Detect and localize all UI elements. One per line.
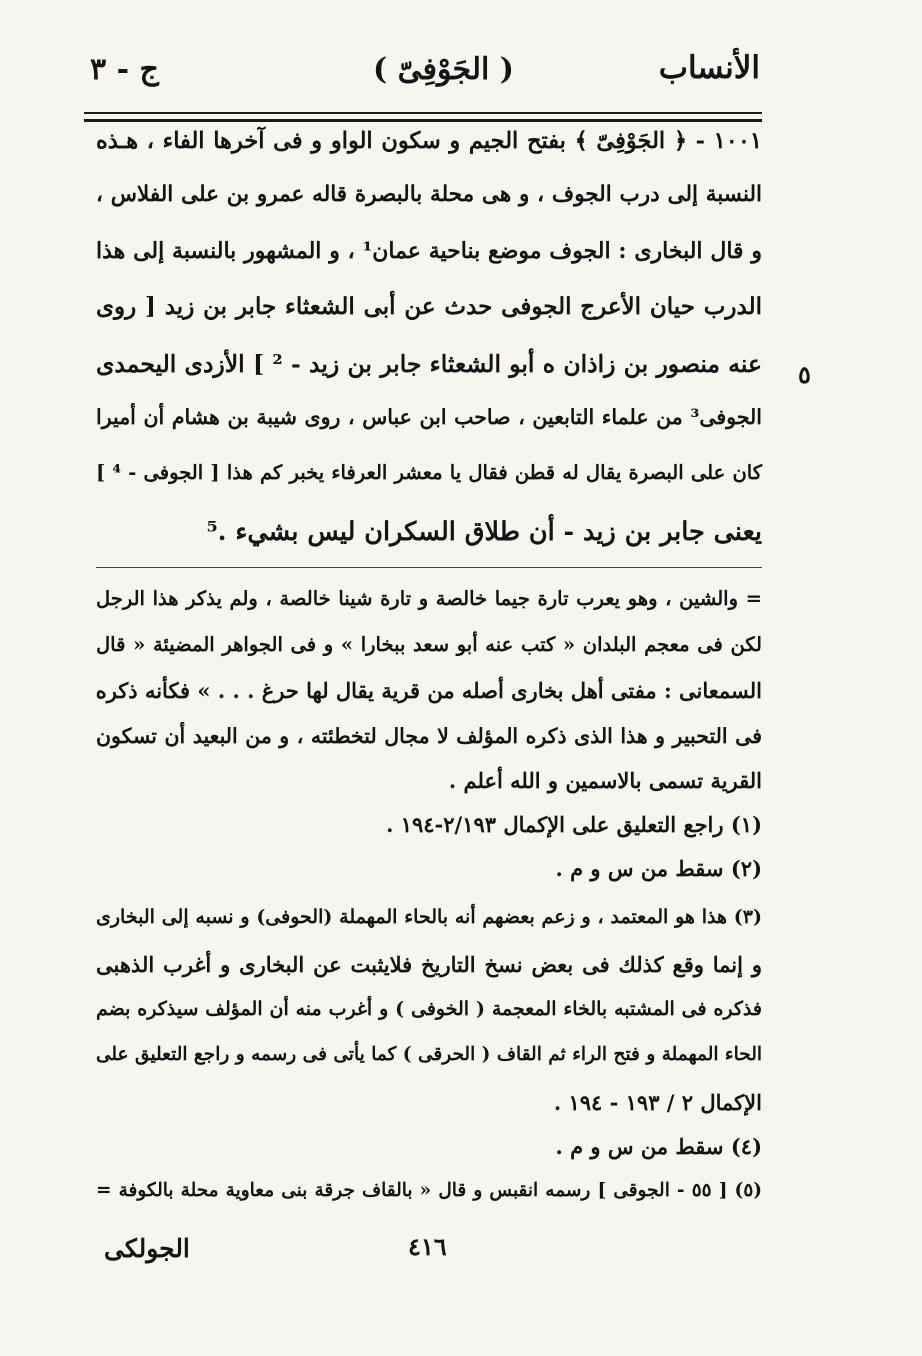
header-rule-thick [84, 119, 762, 122]
entry-heading: ( الجَوْفِىّ ) [373, 52, 514, 87]
main-text-line: النسبة إلى درب الجوف ، و هى محلة بالبصرة قاله عمرو بن على الفلاس ، [96, 182, 762, 207]
margin-line-number: ٥ [798, 360, 811, 389]
footnote-separator [96, 567, 762, 568]
footnote-line: الحاء المهملة و فتح الراء ثم القاف ( الحرقى ) كما يأتى فى رسمه و راجع التعليق على [96, 1044, 762, 1065]
footnote-line: = والشين ، وهو يعرب تارة جيما خالصة و تارة شينا خالصة ، ولم يذكر هذا الرجل [96, 587, 762, 610]
footnote-line: فى التحبير و هذا الذى ذكره المؤلف لا مجال لتخطئته ، و من البعيد أن تسكون [96, 724, 762, 748]
footnote-line: القرية تسمى بالاسمين و الله أعلم . [448, 768, 762, 793]
page-number: ٤١٦ [408, 1232, 447, 1261]
footnote-line: و إنما وقع كذلك فى بعض نسخ التاريخ فلايثبت عن البخارى و أغرب الذهبى [96, 952, 762, 977]
footnote-2: (٢) سقط من س و م . [555, 856, 762, 881]
catchword: الجولكى [104, 1234, 190, 1263]
main-text-line: الدرب حيان الأعرج الجوفى حدث عن أبى الشعثاء جابر بن زيد [ روى [96, 293, 762, 320]
main-text-line: ١٠٠١ - ﴿ الجَوْفِىّ ﴾ بفتح الجيم و سكون الواو و فى آخرها الفاء ، هـذه [96, 128, 762, 154]
main-text-line: عنه منصور بن زاذان ه أبو الشعثاء جابر بن زيد - ² ] الأزدى اليحمدى [96, 350, 762, 378]
header-rule [84, 112, 762, 114]
main-text-line: و قال البخارى : الجوف موضع بناحية عمان¹ ، و المشهور بالنسبة إلى هذا [96, 238, 762, 264]
footnote-line: السمعانى : مفتى أهل بخارى أصله من قرية يقال لها حرغ . . . » فكأنه ذكره [95, 678, 762, 703]
footnote-line: فذكره فى المشتبه بالخاء المعجمة ( الخوفى ) و أغرب منه أن المؤلف سيذكره بضم [96, 998, 762, 1020]
main-text-line: كان على البصرة يقال له قطن فقال يا معشر العرفاء يخبر كم هذا [ الجوفى - ⁴ ] [96, 461, 762, 484]
running-header-title: الأنساب [658, 50, 760, 86]
footnote-1: (١) راجع التعليق على الإكمال ٢/١٩٣-١٩٤ . [386, 812, 762, 837]
main-text-line: الجوفى³ من علماء التابعين ، صاحب ابن عباس ، روى شيبة بن هشام أن أميرا [96, 405, 762, 429]
footnote-line: الإكمال ٢ / ١٩٣ - ١٩٤ . [553, 1090, 762, 1115]
main-text-line: يعنى جابر بن زيد - أن طلاق السكران ليس بشيء .⁵ [206, 517, 762, 547]
footnote-5: (٥) [ ٥٥ - الجوقى ] رسمه انقبس و قال « بالقاف جرقة بنى معاوية محلة بالكوفة = [96, 1180, 763, 1201]
footnote-4: (٤) سقط من س و م . [555, 1134, 762, 1159]
volume-indicator: ج - ٣ [90, 52, 159, 87]
footnote-line: لكن فى معجم البلدان « كتب عنه أبو سعد ببخارا » و فى الجواهر المضيئة « قال [96, 633, 762, 656]
footnote-3: (٣) هذا هو المعتمد ، و زعم بعضهم أنه بالحاء المهملة (الحوفى) و نسبه إلى البخارى [96, 906, 762, 928]
